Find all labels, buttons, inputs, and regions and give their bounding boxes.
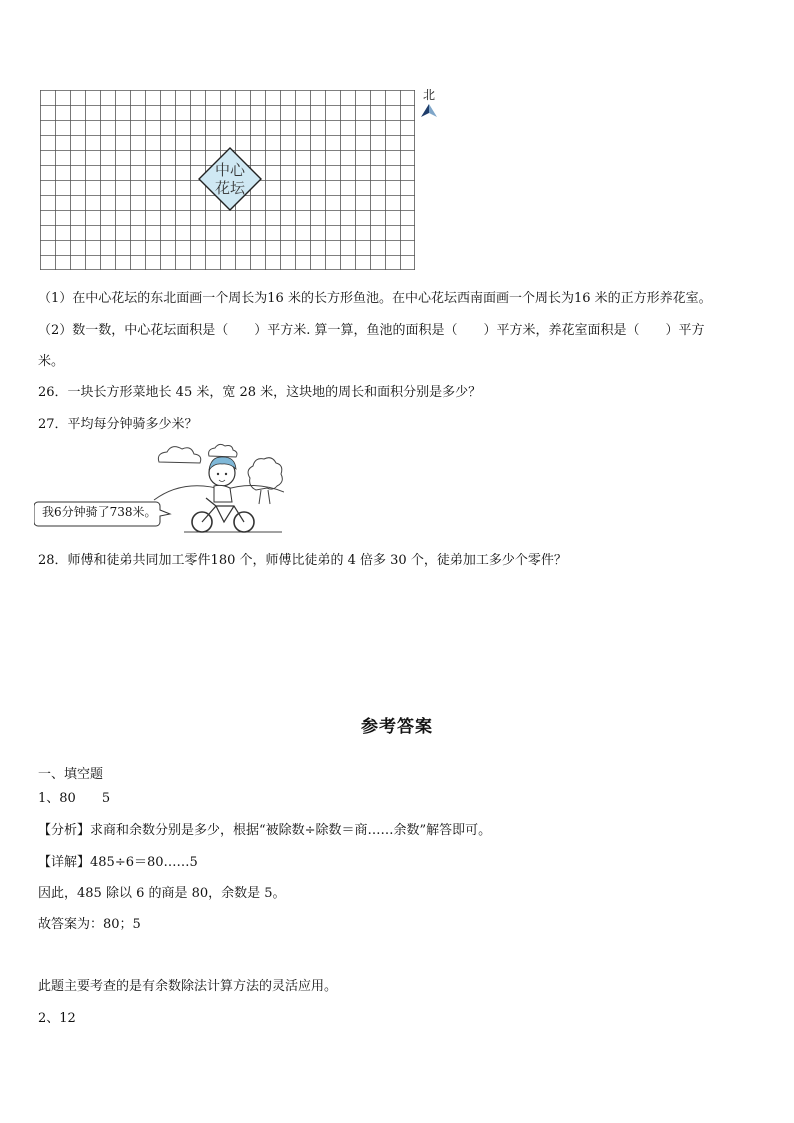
tree-trunk <box>259 490 270 504</box>
center-label-line2: 花坛 <box>214 179 246 197</box>
cloud-icon <box>158 447 200 463</box>
answer-1-therefore: 因此，485 除以 6 的商是 80，余数是 5。 <box>38 886 286 901</box>
grid-figure <box>40 90 416 274</box>
question-28: 28．师傅和徒弟共同加工零件180 个，师傅比徒弟的 4 倍多 30 个，徒弟加工多少个零件？ <box>38 553 567 568</box>
answer-2: 2、12 <box>38 1011 76 1026</box>
answer-1-comment: 此题主要考查的是有余数除法计算方法的灵活应用。 <box>38 979 338 994</box>
question-26: 26．一块长方形菜地长 45 米，宽 28 米，这块地的周长和面积分别是多少？ <box>38 385 482 400</box>
speech-bubble-text: 我6分钟骑了738米。 <box>42 505 157 519</box>
cyclist-illustration <box>34 440 284 540</box>
answer-1-final: 故答案为：80；5 <box>38 917 141 932</box>
answers-section-heading: 一、填空题 <box>38 767 104 782</box>
answer-1-analysis: 【分析】求商和余数分别是多少，根据“被除数÷除数＝商……余数”解答即可。 <box>38 823 492 838</box>
north-arrow-icon <box>421 104 437 118</box>
q25-part1: （1）在中心花坛的东北面画一个周长为16 米的长方形鱼池。在中心花坛西南面画一个周长为16 米的正方形养花室。 <box>38 291 712 306</box>
answer-1-detail: 【详解】485÷6＝80……5 <box>38 855 198 870</box>
answers-title: 参考答案 <box>361 717 433 737</box>
boy-body <box>214 485 232 502</box>
q25-part2-line2: 米。 <box>38 354 65 369</box>
answer-1: 1、80 5 <box>38 791 111 806</box>
question-27: 27．平均每分钟骑多少米？ <box>38 417 198 432</box>
grid-diagram <box>40 90 416 270</box>
north-label: 北 <box>422 88 435 102</box>
cloud-icon <box>209 444 237 457</box>
center-label-line1: 中心 <box>214 161 246 179</box>
q25-part2-line1: （2）数一数，中心花坛面积是（ ）平方米. 算一算，鱼池的面积是（ ）平方米，养花室面积是（ ）平方 <box>38 323 705 338</box>
